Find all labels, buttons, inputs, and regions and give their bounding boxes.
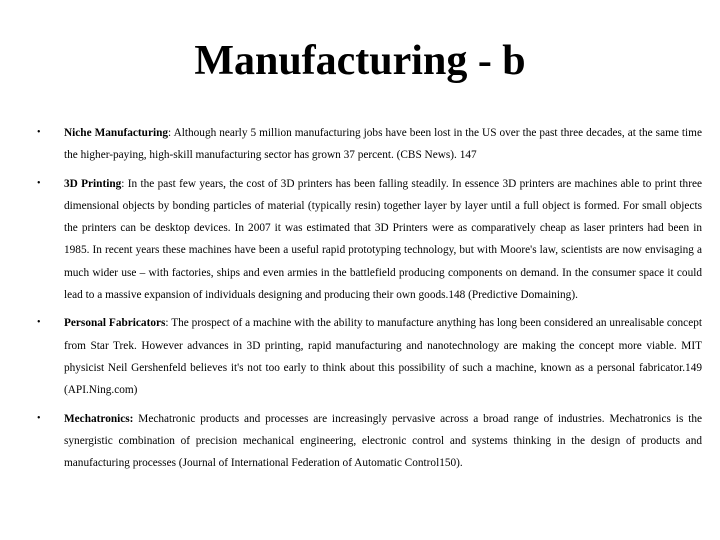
bullet-item-3d-printing <box>0 173 720 307</box>
bullet-item-personal-fabricators <box>0 312 720 401</box>
bullet-term: Niche Manufacturing <box>64 127 169 139</box>
bullet-separator: : <box>168 127 172 139</box>
bullet-list <box>0 122 720 480</box>
bullet-item-mechatronics <box>0 408 720 475</box>
bullet-text: The prospect of a machine with the ability to manufacture anything has long been considered an unrealisable concept from Star Trek. However advances in 3D printing, rapid manufacturing and nanotechnology are making the concept more viable. MIT physicist Neil Gershenfeld believes it's not too early to think about this possibility of such a machine, known as a personal fabricator.149 (API.Ning.com) <box>64 317 702 397</box>
bullet-icon: • <box>37 317 41 329</box>
bullet-term: 3D Printing <box>64 177 122 190</box>
bullet-term: Personal Fabricators <box>64 317 166 330</box>
slide-title: Manufacturing - b <box>194 38 526 84</box>
bullet-separator: : <box>165 317 169 330</box>
bullet-icon: • <box>37 412 41 424</box>
bullet-icon: • <box>37 127 41 138</box>
bullet-item-niche-manufacturing <box>0 122 720 167</box>
bullet-text: In the past few years, the cost of 3D printers has been falling steadily. In essence 3D printers are machines able to print three dimensional objects by bonding particles of material (typically resin) together layer by layer until a full object is formed. For small objects the printers can be desktop devices. In 2007 it was estimated that 3D Printers were as comparatively cheap as laser printers had been in 1985. In recent years these machines have been a useful rapid prototyping technology, but with Moore's law, scientists are now envisaging a much wider use – with factories, ships and even armies in the battlefield producing components on demand. In the consumer space it could lead to a massive expansion of individuals designing and producing their own goods.148 (Predictive Domaining). <box>64 177 702 302</box>
bullet-text: Mechatronic products and processes are increasingly pervasive across a broad range of industries. Mechatronics is the synergistic combination of precision mechanical engineering, electronic control and systems thinking in the design of products and manufacturing processes (Journal of International Federation of Automatic Control150). <box>64 412 702 470</box>
bullet-term: Mechatronics: <box>64 412 134 425</box>
bullet-text: Although nearly 5 million manufacturing jobs have been lost in the US over the past three decades, at the same time the higher-paying, high-skill manufacturing sector has grown 37 percent. (CBS News). 147 <box>64 127 702 162</box>
bullet-icon: • <box>37 177 41 189</box>
bullet-separator: : <box>121 177 125 190</box>
